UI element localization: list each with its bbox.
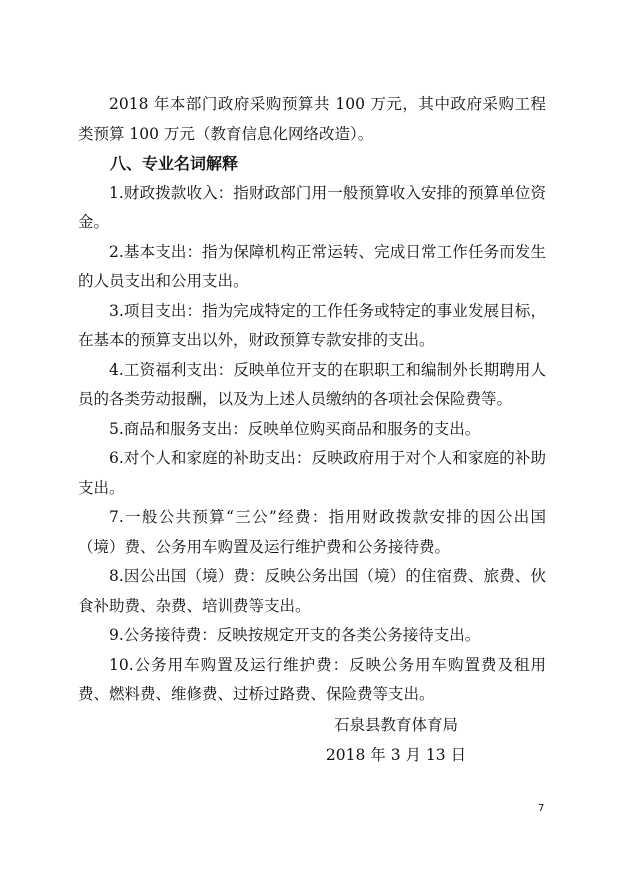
signature-block [296,710,496,770]
definition-item: 2.基本支出：指为保障机构正常运转、完成日常工作任务而发生的人员支出和公用支出。 [78,242,546,290]
definition-item: 6.对个人和家庭的补助支出：反映政府用于对个人和家庭的补助支出。 [78,449,546,497]
definition-item: 1.财政拨款收入：指财政部门用一般预算收入安排的预算单位资金。 [78,183,546,231]
signature-date: 2018 年 3 月 13 日 [325,746,467,764]
definition-item: 3.项目支出：指为完成特定的工作任务或特定的事业发展目标，在基本的预算支出以外，财政预算专款安排的支出。 [78,301,546,349]
section-heading: 八、专业名词解释 [110,154,239,173]
definition-item: 7.一般公共预算“三公”经费：指用财政拨款安排的因公出国（境）费、公务用车购置及运行维护费和公务接待费。 [78,508,546,556]
definition-item: 10.公务用车购置及运行维护费：反映公务用车购置费及租用费、燃料费、维修费、过桥过路费、保险费等支出。 [78,655,546,703]
signature-organization: 石泉县教育体育局 [333,716,458,734]
definition-item: 5.商品和服务支出：反映单位购买商品和服务的支出。 [109,419,481,438]
definition-item: 9.公务接待费：反映按规定开支的各类公务接待支出。 [109,626,481,644]
page-number: 7 [538,803,545,814]
document-body [78,90,546,710]
definition-item: 4.工资福利支出：反映单位开支的在职职工和编制外长期聘用人员的各类劳动报酬，以及为上述人员缴纳的各项社会保险费等。 [78,360,546,408]
intro-paragraph: 2018 年本部门政府采购预算共 100 万元，其中政府采购工程类预算 100 万元（教育信息化网络改造）。 [78,95,546,143]
definition-item: 8.因公出国（境）费：反映公务出国（境）的住宿费、旅费、伙食补助费、杂费、培训费等支出。 [78,567,546,615]
